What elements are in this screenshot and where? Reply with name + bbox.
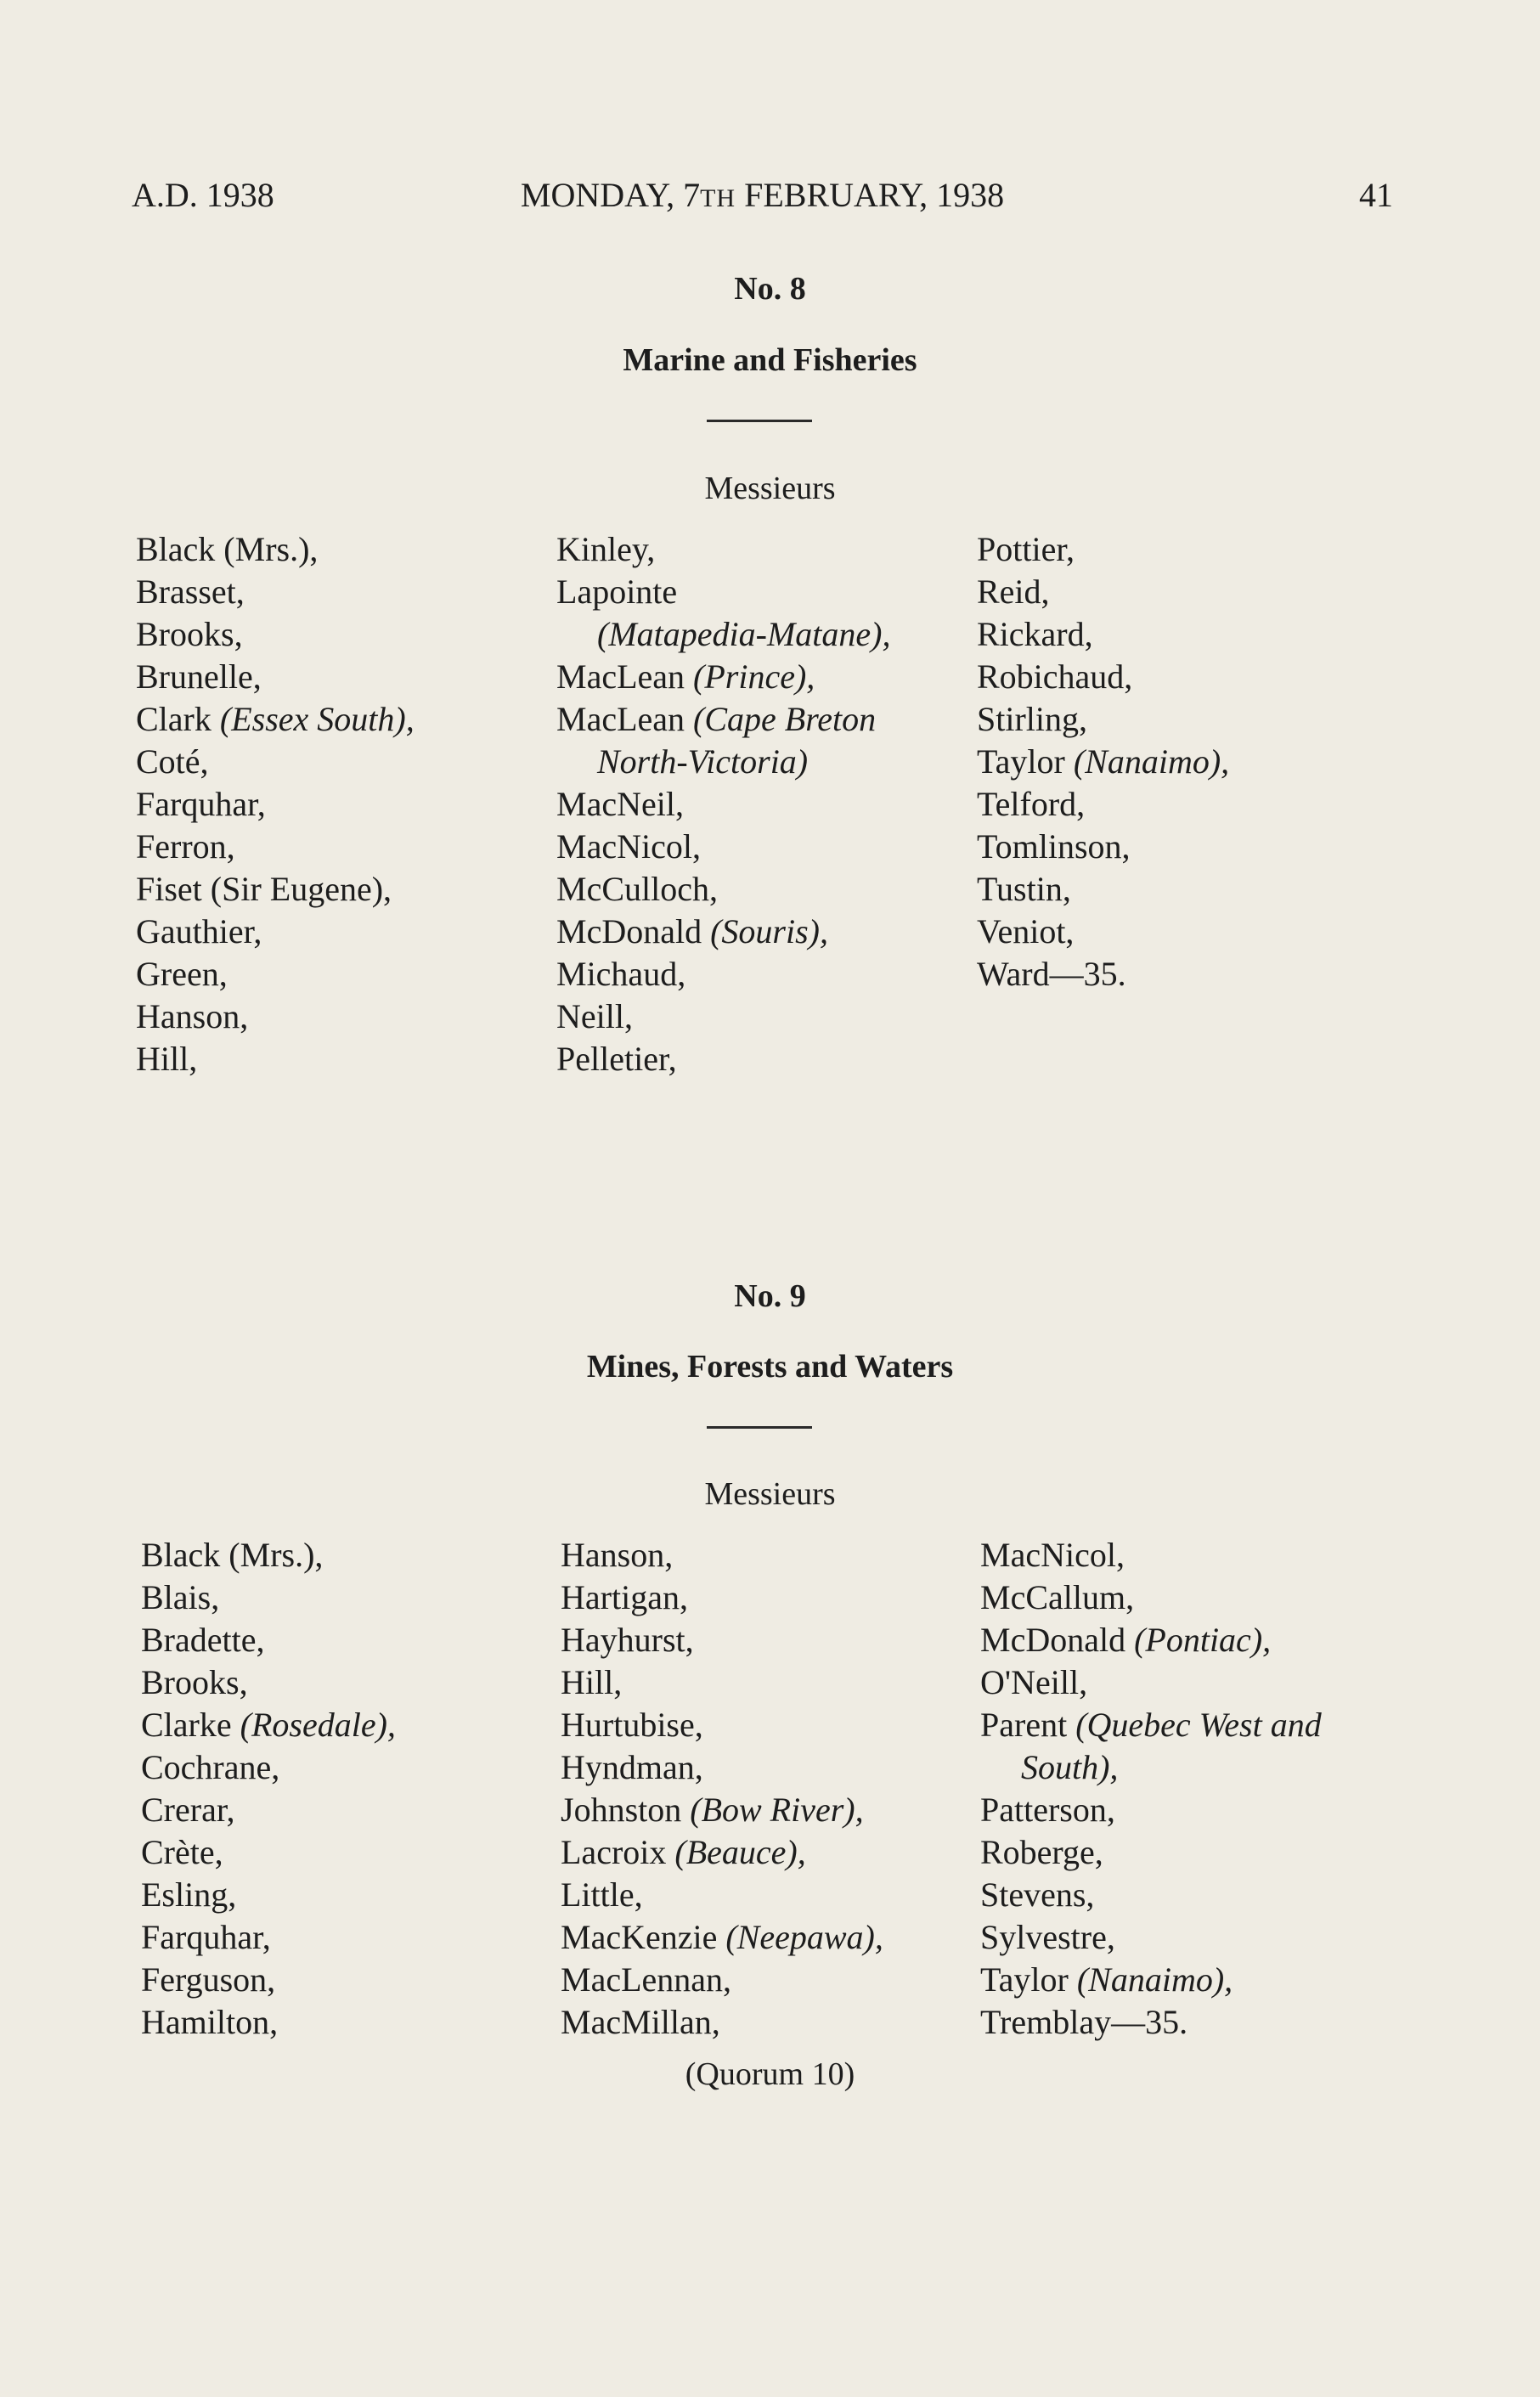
member-entry (561, 1746, 883, 1789)
member-name: Parent (980, 1706, 1076, 1744)
page-number: 41 (1359, 176, 1393, 214)
member-entry (556, 698, 890, 741)
member-name: Patterson, (980, 1791, 1115, 1829)
member-entry (556, 826, 890, 868)
member-entry (561, 2001, 883, 2044)
member-name: Crète, (141, 1833, 223, 1871)
member-entry (977, 528, 1229, 571)
member-entry (136, 613, 415, 656)
member-name: Ferguson, (141, 1960, 276, 1999)
member-entry (980, 1789, 1322, 1831)
member-name: Ward—35. (977, 955, 1126, 993)
member-name: Green, (136, 955, 228, 993)
member-name: MacLean (556, 700, 694, 738)
member-name: Clark (136, 700, 220, 738)
member-entry (556, 613, 890, 656)
member-entry (980, 1576, 1322, 1619)
member-entry (556, 1038, 890, 1080)
member-entry (561, 1916, 883, 1959)
member-name: Gauthier, (136, 912, 262, 950)
member-name: Brasset, (136, 572, 245, 611)
member-name: Hill, (136, 1040, 198, 1078)
constituency: (Prince), (693, 657, 815, 696)
constituency: (Matapedia-Matane), (597, 615, 891, 653)
member-entry (561, 1704, 883, 1746)
member-entry (977, 783, 1229, 826)
member-name: Hanson, (136, 997, 249, 1035)
member-name: McCallum, (980, 1578, 1135, 1616)
member-entry (141, 1704, 396, 1746)
member-entry (556, 953, 890, 995)
member-entry (141, 1661, 396, 1704)
member-entry (136, 656, 415, 698)
member-entry (561, 1959, 883, 2001)
member-entry (980, 2001, 1322, 2044)
member-name: Michaud, (556, 955, 686, 993)
constituency: (Pontiac), (1134, 1621, 1272, 1659)
member-name: Brooks, (136, 615, 243, 653)
member-entry (561, 1576, 883, 1619)
quorum-note: (Quorum 10) (685, 2056, 855, 2092)
member-entry (141, 1619, 396, 1661)
member-name: Stevens, (980, 1875, 1095, 1914)
member-name: Blais, (141, 1578, 220, 1616)
member-name: Lacroix (561, 1833, 675, 1871)
member-name: Lapointe (556, 572, 678, 611)
constituency: (Essex South), (219, 700, 415, 738)
member-name: Hayhurst, (561, 1621, 694, 1659)
member-entry (561, 1874, 883, 1916)
constituency: (Nanaimo), (1073, 742, 1230, 781)
member-entry (977, 741, 1229, 783)
member-name: Kinley, (556, 530, 656, 568)
year-label: A.D. 1938 (132, 176, 274, 214)
member-name: Fiset (Sir Eugene), (136, 870, 392, 908)
constituency: North-Victoria) (597, 742, 809, 781)
member-name: MacKenzie (561, 1918, 726, 1956)
constituency: South), (1021, 1748, 1119, 1786)
member-entry (136, 783, 415, 826)
member-entry (136, 741, 415, 783)
members-heading: Messieurs (704, 1476, 836, 1512)
member-name: Taylor (980, 1960, 1077, 1999)
member-entry (980, 1746, 1322, 1789)
member-entry (556, 656, 890, 698)
constituency: (Cape Breton (693, 700, 877, 738)
member-name: MacLean (556, 657, 694, 696)
member-name: Stirling, (977, 700, 1088, 738)
members-column-3 (980, 1534, 1322, 2044)
member-name: O'Neill, (980, 1663, 1088, 1701)
member-entry (136, 1038, 415, 1080)
member-name: Farquhar, (136, 785, 266, 823)
constituency: (Quebec West and (1075, 1706, 1322, 1744)
member-name: Robichaud, (977, 657, 1133, 696)
member-name: Bradette, (141, 1621, 265, 1659)
member-entry (977, 826, 1229, 868)
member-entry (977, 571, 1229, 613)
member-name: Roberge, (980, 1833, 1103, 1871)
member-name: MacLennan, (561, 1960, 732, 1999)
member-name: Tremblay—35. (980, 2003, 1188, 2041)
member-name: McDonald (556, 912, 711, 950)
member-entry (141, 1959, 396, 2001)
member-name: Neill, (556, 997, 633, 1035)
member-name: Sylvestre, (980, 1918, 1115, 1956)
member-entry (980, 1831, 1322, 1874)
member-entry (977, 698, 1229, 741)
constituency: (Rosedale), (240, 1706, 396, 1744)
member-name: Hill, (561, 1663, 623, 1701)
constituency: (Beauce), (674, 1833, 806, 1871)
member-name: Hyndman, (561, 1748, 703, 1786)
member-name: MacNicol, (556, 827, 701, 866)
page-header (132, 175, 1393, 217)
member-entry (556, 783, 890, 826)
member-entry (141, 2001, 396, 2044)
constituency: (Souris), (710, 912, 828, 950)
member-entry (141, 1916, 396, 1959)
member-entry (561, 1534, 883, 1576)
members-column-2 (556, 528, 890, 1080)
member-entry (141, 1789, 396, 1831)
member-name: Clarke (141, 1706, 240, 1744)
member-entry (977, 656, 1229, 698)
member-name: Brunelle, (136, 657, 262, 696)
member-entry (136, 868, 415, 911)
member-entry (136, 528, 415, 571)
member-name: Tustin, (977, 870, 1071, 908)
members-column-1 (141, 1534, 396, 2044)
member-entry (136, 571, 415, 613)
member-entry (141, 1576, 396, 1619)
member-entry (556, 528, 890, 571)
member-entry (980, 1874, 1322, 1916)
member-entry (977, 911, 1229, 953)
member-name: Coté, (136, 742, 209, 781)
member-name: Brooks, (141, 1663, 248, 1701)
member-entry (141, 1534, 396, 1576)
members-heading: Messieurs (704, 471, 836, 506)
member-name: MacMillan, (561, 2003, 720, 2041)
section-divider (707, 420, 812, 422)
member-entry (136, 826, 415, 868)
member-name: Telford, (977, 785, 1086, 823)
member-entry (977, 953, 1229, 995)
member-name: Crerar, (141, 1791, 235, 1829)
member-name: Black (Mrs.), (141, 1536, 324, 1574)
member-name: Black (Mrs.), (136, 530, 319, 568)
section-number: No. 8 (734, 271, 806, 307)
members-column-1 (136, 528, 415, 1080)
member-entry (556, 995, 890, 1038)
member-name: Hamilton, (141, 2003, 279, 2041)
date-label: MONDAY, 7TH FEBRUARY, 1938 (520, 176, 1005, 214)
member-entry (977, 868, 1229, 911)
member-entry (980, 1704, 1322, 1746)
member-entry (556, 868, 890, 911)
member-entry (980, 1619, 1322, 1661)
member-entry (136, 995, 415, 1038)
member-entry (561, 1789, 883, 1831)
section-title: Marine and Fisheries (623, 342, 917, 378)
member-name: MacNeil, (556, 785, 684, 823)
member-name: Pelletier, (556, 1040, 677, 1078)
member-name: Taylor (977, 742, 1074, 781)
member-name: Farquhar, (141, 1918, 271, 1956)
member-entry (136, 911, 415, 953)
member-entry (977, 613, 1229, 656)
section-number: No. 9 (734, 1278, 806, 1314)
member-entry (561, 1831, 883, 1874)
member-name: McDonald (980, 1621, 1135, 1659)
member-entry (980, 1916, 1322, 1959)
member-entry (556, 911, 890, 953)
member-name: Tomlinson, (977, 827, 1131, 866)
member-name: Hartigan, (561, 1578, 688, 1616)
member-name: Johnston (561, 1791, 691, 1829)
section-title: Mines, Forests and Waters (586, 1349, 954, 1385)
member-entry (556, 571, 890, 613)
member-name: Rickard, (977, 615, 1093, 653)
member-entry (561, 1619, 883, 1661)
constituency: (Nanaimo), (1076, 1960, 1233, 1999)
member-entry (141, 1874, 396, 1916)
member-entry (136, 953, 415, 995)
member-name: Veniot, (977, 912, 1075, 950)
member-name: Ferron, (136, 827, 235, 866)
member-name: Esling, (141, 1875, 237, 1914)
member-name: Cochrane, (141, 1748, 280, 1786)
member-name: Hanson, (561, 1536, 674, 1574)
member-entry (980, 1959, 1322, 2001)
member-entry (556, 741, 890, 783)
member-entry (980, 1534, 1322, 1576)
member-entry (141, 1746, 396, 1789)
member-name: Reid, (977, 572, 1050, 611)
constituency: (Neepawa), (725, 1918, 883, 1956)
members-column-3 (977, 528, 1229, 995)
member-entry (141, 1831, 396, 1874)
member-name: MacNicol, (980, 1536, 1125, 1574)
section-divider (707, 1426, 812, 1429)
member-name: Little, (561, 1875, 643, 1914)
members-column-2 (561, 1534, 883, 2044)
member-name: Pottier, (977, 530, 1075, 568)
member-name: McCulloch, (556, 870, 718, 908)
member-entry (980, 1661, 1322, 1704)
constituency: (Bow River), (690, 1791, 864, 1829)
member-entry (561, 1661, 883, 1704)
member-name: Hurtubise, (561, 1706, 703, 1744)
member-entry (136, 698, 415, 741)
